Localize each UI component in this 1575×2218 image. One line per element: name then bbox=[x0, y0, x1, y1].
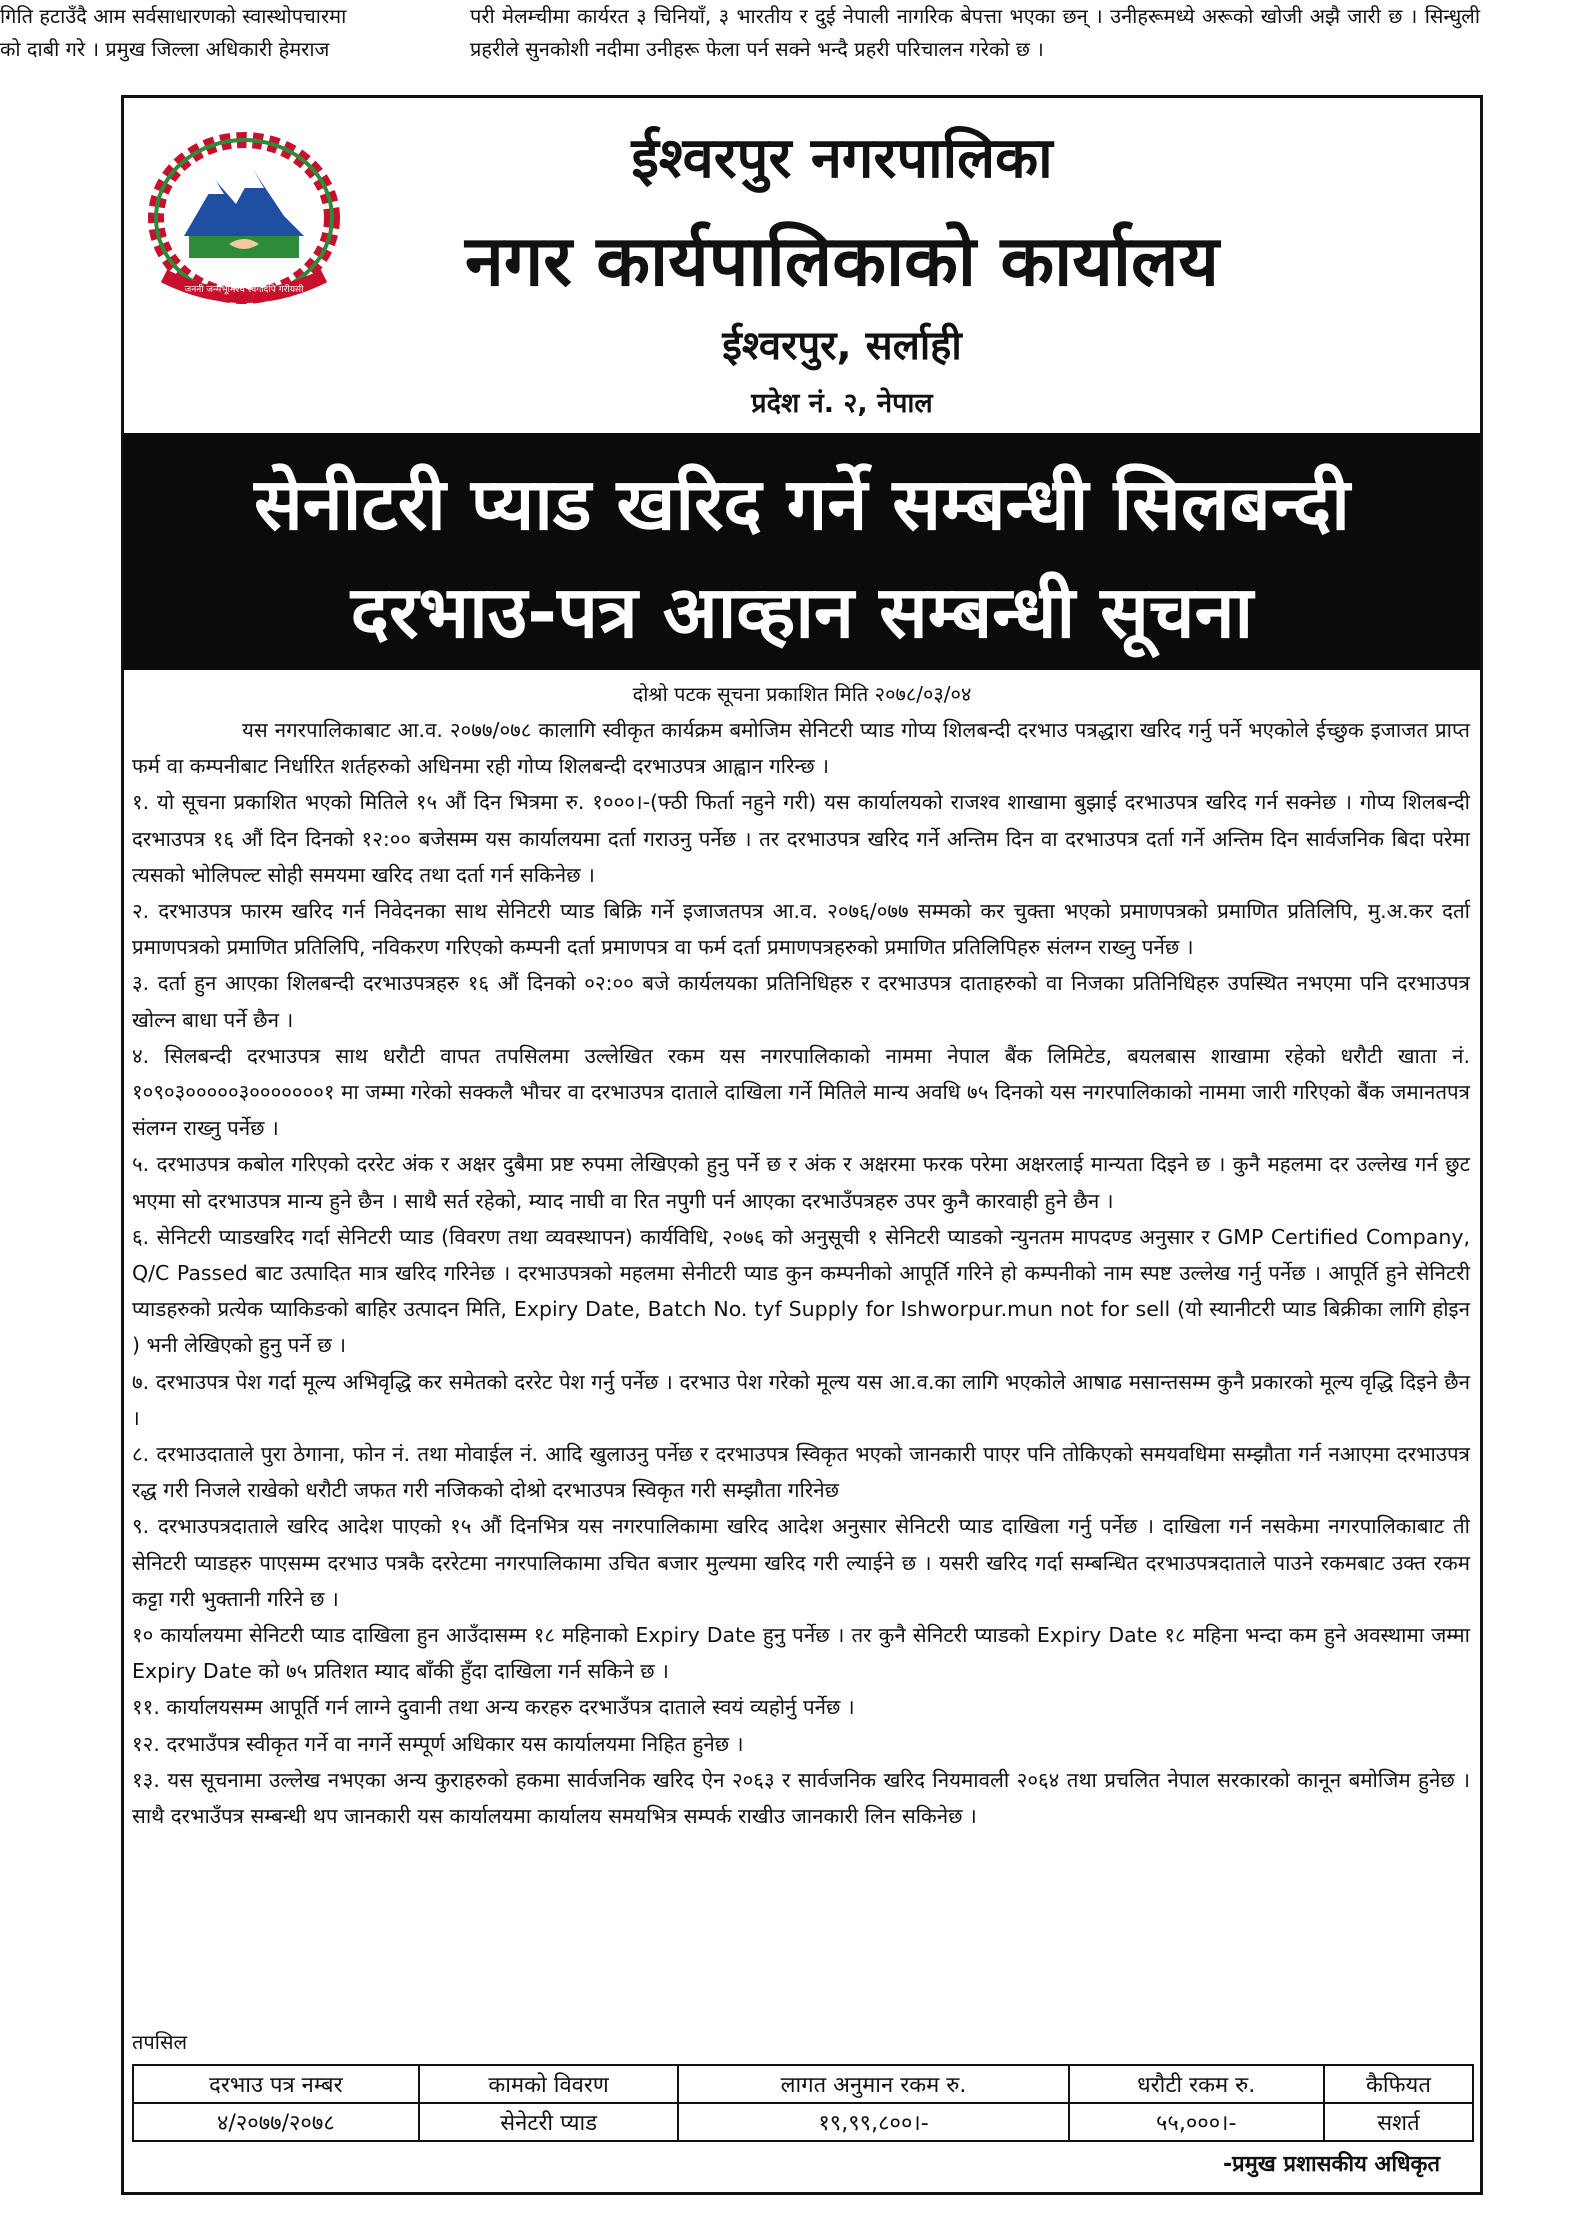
office-name: नगर कार्यपालिकाको कार्यालय bbox=[464, 220, 1220, 302]
table-cell: १९,९९,८००।- bbox=[678, 2103, 1068, 2141]
notice-clause: ३. दर्ता हुन आएका शिलबन्दी दरभाउपत्रहरु १६ औं दिनको ०२:०० बजे कार्यलयका प्रतिनिधिहरु र दरभाउपत्र दाताहरुको वा निजका प्रतिनिधिहरु उपस्थित नभएमा पनि दरभाउपत्र खोल्न बाधा पर्ने छैन । bbox=[132, 971, 1470, 1032]
schedule-label: तपसिल bbox=[132, 2030, 188, 2054]
schedule-table bbox=[132, 2064, 1474, 2142]
text-line: को दाबी गरे । प्रमुख जिल्ला अधिकारी हेमराज bbox=[0, 37, 330, 61]
emblem-motto: जननी जन्मभूमिश्च स्वर्गादपि गरीयसी bbox=[184, 285, 304, 295]
notice-clause: १० कार्यालयमा सेनिटरी प्याड दाखिला हुन आउँदासम्म १८ महिनाको Expiry Date हुनु पर्नेछ । तर कुनै सेनिटरी प्याडको Expiry Date १८ महिना भन्दा कम हुने अवस्थामा जम्मा Expiry Date को ७५ प्रतिशत म्याद बाँकी हुँदा दाखिला गर्न सकिने छ । bbox=[132, 1623, 1470, 1684]
previous-article-top-right: परी मेलम्चीमा कार्यरत ३ चिनियाँ, ३ भारतीय र दुई नेपाली नागरिक बेपत्ता भएका छन् । उनीहरूमध्ये अरूको खोजी अझै जारी छ । सिन्धुली प्रहरीले सुनकोशी नदीमा उनीहरू फेला पर्न सक्ने भन्दै प्रहरी परिचालन गरेको छ । bbox=[470, 4, 1480, 61]
table-header-cell: कैफियत bbox=[1324, 2065, 1473, 2103]
table-cell: सशर्त bbox=[1324, 2103, 1473, 2141]
notice-clause: ४. सिलबन्दी दरभाउपत्र साथ धरौटी वापत तपसिलमा उल्लेखित रकम यस नगरपालिकाको नाममा नेपाल बैंक लिमिटेड, बयलबास शाखामा रहेको धरौटी खाता नं. १०९०३०००००३०००००००१ मा जम्मा गरेको सक्कलै भौचर वा दरभाउपत्र दाताले दाखिला गर्ने मितिले मान्य अवधि ७५ दिनको यस नगरपालिकाको नाममा जारी गरिएको बैंक जमानतपत्र संलग्न राख्नु पर्नेछ । bbox=[132, 1043, 1470, 1141]
table-header-cell: धरौटी रकम रु. bbox=[1069, 2065, 1324, 2103]
notice-clause: १३. यस सूचनामा उल्लेख नभएका अन्य कुराहरुको हकमा सार्वजनिक खरिद ऐन २०६३ र सार्वजनिक खरिद नियमावली २०६४ तथा प्रचलित नेपाल सरकारको कानून बमोजिम हुनेछ । साथै दरभाउँपत्र सम्बन्धी थप जानकारी यस कार्यालयमा कार्यालय समयभित्र सम्पर्क राखीउ जानकारी लिन सकिनेछ । bbox=[132, 1767, 1470, 1829]
notice-body bbox=[132, 712, 1470, 1834]
title-line-1: सेनीटरी प्याड खरिद गर्ने सम्बन्धी सिलबन्दी bbox=[254, 462, 1350, 546]
table-body bbox=[133, 2103, 1473, 2141]
table-cell: ५५,०००।- bbox=[1069, 2103, 1324, 2141]
table-cell: सेनेटरी प्याड bbox=[419, 2103, 679, 2141]
table-header-cell: दरभाउ पत्र नम्बर bbox=[133, 2065, 419, 2103]
text-line: गिति हटाउँदै आम सर्वसाधारणको स्वास्थोपचारमा bbox=[0, 4, 347, 28]
tender-notice bbox=[121, 95, 1483, 2195]
title-line-2: दरभाउ-पत्र आव्हान सम्बन्धी सूचना bbox=[350, 570, 1254, 654]
publish-date: दोश्रो पटक सूचना प्रकाशित मिति २०७८/०३/०४ bbox=[632, 682, 972, 706]
notice-clause: ५. दरभाउपत्र कबोल गरिएको दररेट अंक र अक्षर दुबैमा प्रष्ट रुपमा लेखिएको हुनु पर्ने छ र अंक र अक्षरमा फरक परेमा अक्षरलाई मान्यता दिइने छ । कुनै महलमा दर उल्लेख गर्न छुट भएमा सो दरभाउपत्र मान्य हुने छैन । साथै सर्त रहेको, म्याद नाघी वा रित नपुगी पर्न आएका दरभाउँपत्रहरु उपर कुनै कारवाही हुने छैन । bbox=[132, 1152, 1470, 1213]
table-row bbox=[133, 2103, 1473, 2141]
province: प्रदेश नं. २, नेपाल bbox=[751, 388, 933, 419]
notice-clause: ६. सेनिटरी प्याडखरिद गर्दा सेनिटरी प्याड (विवरण तथा व्यवस्थापन) कार्यविधि, २०७६ को अनुसूची १ सेनिटरी प्याडको न्युनतम मापदण्ड अनुसार र GMP Certified Company, Q/C Passed बाट उत्पादित मात्र खरिद गरिनेछ । दरभाउपत्रको महलमा सेनीटरी प्याड कुन कम्पनीको आपूर्ति गरिने हो कम्पनीको नाम स्पष्ट उल्लेख गर्नु पर्नेछ । आपूर्ति हुने सेनिटरी प्याडहरुको प्रत्येक प्याकिङको बाहिर उत्पादन मिति, Expiry Date, Batch No. tyf Supply for Ishworpur.mun not for sell (यो स्यानीटरी प्याड बिक्रीका लागि होइन ) भनी लेखिएको हुनु पर्ने छ । bbox=[132, 1224, 1470, 1358]
notice-clause: ७. दरभाउपत्र पेश गर्दा मूल्य अभिवृद्धि कर समेतको दररेट पेश गर्नु पर्नेछ । दरभाउ पेश गरेको मूल्य यस आ.व.का लागि भएकोले आषाढ मसान्तसम्म कुनै प्रकारको मूल्य वृद्धि दिइने छैन । bbox=[132, 1369, 1470, 1430]
notice-clause: २. दरभाउपत्र फारम खरिद गर्न निवेदनका साथ सेनिटरी प्याड बिक्रि गर्ने इजाजतपत्र आ.व. २०७६/०७७ सम्मको कर चुक्ता भएको प्रमाणपत्रको प्रमाणित प्रतिलिपि, मु.अ.कर दर्ता प्रमाणपत्रको प्रमाणित प्रतिलिपि, नविकरण गरिएको कम्पनी दर्ता प्रमाणपत्र वा फर्म दर्ता प्रमाणपत्रहरुको प्रमाणित प्रतिलिपिहरु संलग्न राख्नु पर्नेछ । bbox=[132, 899, 1470, 960]
clause-list bbox=[132, 784, 1470, 1834]
signatory: -प्रमुख प्रशासकीय अधिकृत bbox=[1223, 2152, 1440, 2177]
notice-clause: ८. दरभाउदाताले पुरा ठेगाना, फोन नं. तथा मोवाईल नं. आदि खुलाउनु पर्नेछ र दरभाउपत्र स्विकृत भएको जानकारी पाएर पनि तोकिएको समयवधिमा सम्झौता गर्न नआएमा दरभाउपत्र रद्ध गरी निजले राखेको धरौटी जफत गरी नजिकको दोश्रो दरभाउपत्र स्विकृत गरी सम्झौता गरिनेछ bbox=[132, 1442, 1470, 1503]
intro-paragraph: यस नगरपालिकाबाट आ.व. २०७७/०७८ कालागि स्वीकृत कार्यक्रम बमोजिम सेनिटरी प्याड गोप्य शिलबन्दी दरभाउ पत्रद्धारा खरिद गर्नु पर्ने भएकोले ईच्छुक इजाजत प्राप्त फर्म वा कम्पनीबाट निर्धारित शर्तहरुको अधिनमा रही गोप्य शिलबन्दी दरभाउपत्र आह्वान गरिन्छ । bbox=[132, 718, 1470, 779]
table-header-row bbox=[133, 2065, 1473, 2103]
notice-clause: ११. कार्यालयसम्म आपूर्ति गर्न लाग्ने दुवानी तथा अन्य करहरु दरभाउँपत्र दाताले स्वयं व्यहोर्नु पर्नेछ । bbox=[132, 1695, 855, 1720]
location: ईश्वरपुर, सर्लाही bbox=[722, 323, 962, 369]
notice-clause: १२. दरभाउँपत्र स्वीकृत गर्ने वा नगर्ने सम्पूर्ण अधिकार यस कार्यालयमा निहित हुनेछ । bbox=[132, 1731, 744, 1756]
table-header-cell: कामको विवरण bbox=[419, 2065, 679, 2103]
notice-clause: १. यो सूचना प्रकाशित भएको मितिले १५ औं दिन भित्रमा रु. १०००।-(फ्ठी फिर्ता नहुने गरी) यस कार्यालयको राजश्व शाखामा बुझाई दरभाउपत्र खरिद गर्न सक्नेछ । गोप्य शिलबन्दी दरभाउपत्र १६ औं दिन दिनको १२:०० बजेसम्म यस कार्यालयमा दर्ता गराउनु पर्नेछ । तर दरभाउपत्र खरिद गर्ने अन्तिम दिन वा दरभाउपत्र दर्ता गर्ने अन्तिम दिन सार्वजनिक बिदा परेमा त्यसको भोलिपल्ट सोही समयमा खरिद तथा दर्ता गर्न सकिनेछ । bbox=[132, 790, 1470, 887]
notice-clause: ९. दरभाउपत्रदाताले खरिद आदेश पाएको १५ औं दिनभित्र यस नगरपालिकामा खरिद आदेश अनुसार सेनिटरी प्याड दाखिला गर्नु पर्नेछ । दाखिला गर्न नसकेमा नगरपालिकाबाट ती सेनिटरी प्याडहरु पाएसम्म दरभाउ पत्रकै दररेटमा नगरपालिकामा उचित बजार मुल्यमा खरिद गरी ल्याईने छ । यसरी खरिद गर्दा सम्बन्धित दरभाउपत्रदाताले पाउने रकमबाट उक्त रकम कट्टा गरी भुक्तानी गरिने छ । bbox=[132, 1514, 1470, 1611]
table-cell: ४/२०७७/२०७८ bbox=[133, 2103, 419, 2141]
notice-title-banner bbox=[124, 433, 1480, 670]
table-header-cell: लागत अनुमान रकम रु. bbox=[678, 2065, 1068, 2103]
municipality-name: ईश्वरपुर नगरपालिका bbox=[631, 126, 1053, 191]
previous-article-top-left bbox=[0, 0, 450, 66]
